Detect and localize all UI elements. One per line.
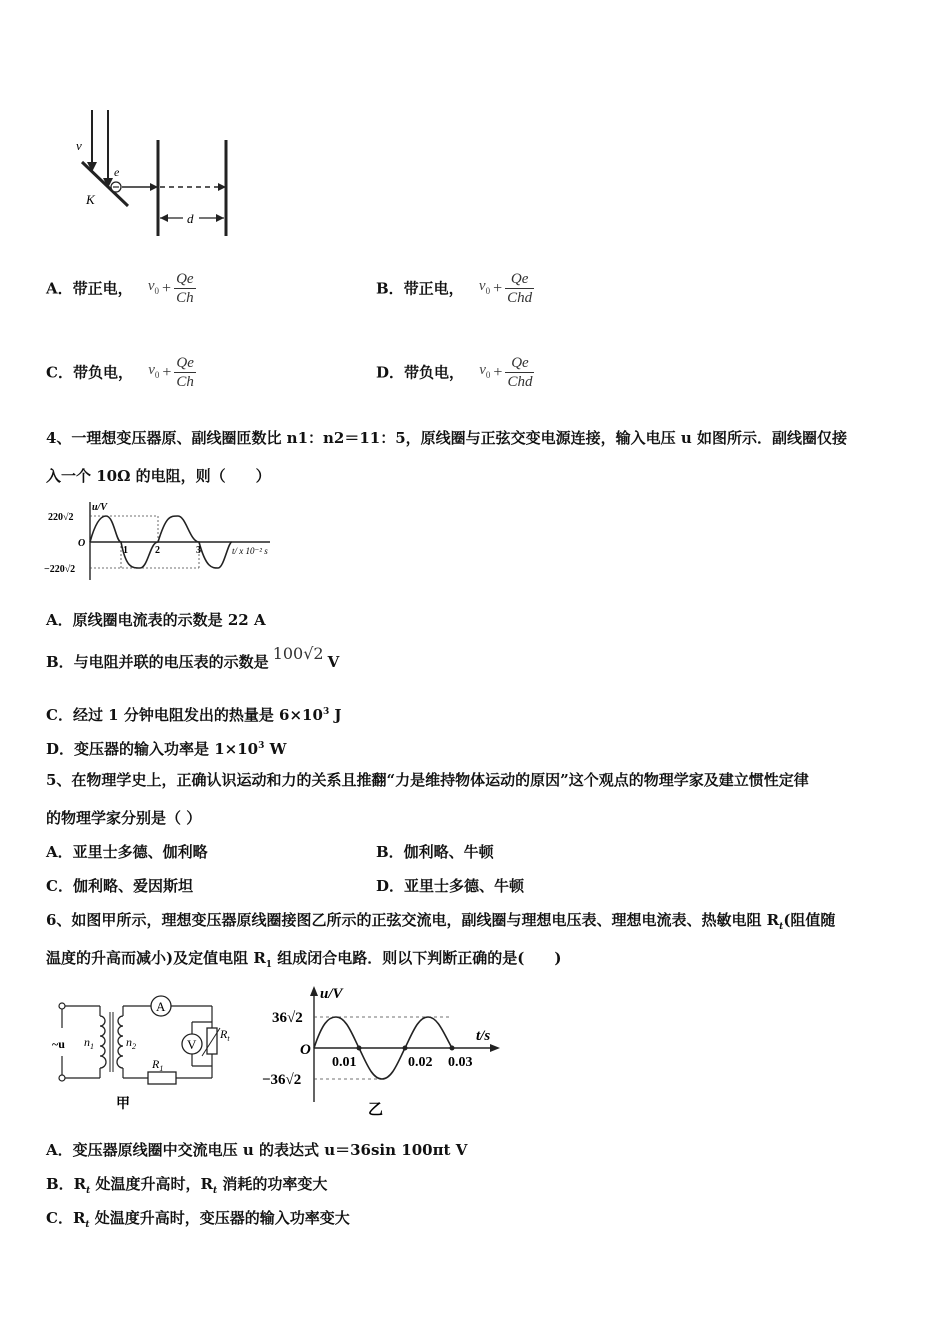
circuit-caption: 甲 xyxy=(116,1097,130,1112)
option-label: D．带负电， xyxy=(376,363,465,382)
option-text: B．与电阻并联的电压表的示数是 xyxy=(46,653,269,671)
q5-option-d[interactable]: D．亚里士多德、牛顿 xyxy=(376,877,525,895)
source-label: ~u xyxy=(52,1037,65,1051)
q6-x-axis-label: t/s xyxy=(476,1028,491,1044)
option-label: C．带负电， xyxy=(46,363,133,382)
q6-stem-line2: 温度的升高而减小)及定值电阻 $R_1$ 组成闭合电路．则以下判断正确的是( ) xyxy=(46,949,562,970)
label-v: v xyxy=(76,138,82,153)
q4-tick-1: 1 xyxy=(123,545,128,556)
svg-text:V: V xyxy=(187,1037,197,1052)
q4-option-a[interactable]: A．原线圈电流表的示数是 22 A xyxy=(46,611,266,629)
option-label: B．带正电， xyxy=(376,279,464,298)
q3-figure xyxy=(40,100,260,250)
q6-origin: O xyxy=(300,1042,311,1058)
formula: $v_0$ + $\frac{Qe}{Ch}$ xyxy=(148,355,194,390)
q3-option-c[interactable] xyxy=(46,354,196,391)
primary-coil xyxy=(100,1016,106,1068)
q6-stem-line1: 6、如图甲所示，理想变压器原线圈接图乙所示的正弦交流电，副线圈与理想电压表、理想电流表、热敏电阻 $R_t$(阻值随 xyxy=(46,911,836,932)
label-d: d xyxy=(187,211,194,226)
resistor-r1 xyxy=(148,1072,176,1084)
q6-tick-3: 0.03 xyxy=(448,1055,473,1070)
q6-option-c[interactable]: C．$R_t$ 处温度升高时，变压器的输入功率变大 xyxy=(46,1209,350,1230)
sqrt-value: 100√2 xyxy=(272,644,324,663)
q6-option-a[interactable]: A．变压器原线圈中交流电压 u 的表达式 u＝36sin 100πt V xyxy=(46,1141,468,1159)
label-e: e xyxy=(114,165,120,179)
n1-label: $n_1$ xyxy=(84,1035,94,1051)
q5-option-a[interactable]: A．亚里士多德、伽利略 xyxy=(46,843,208,861)
rt-label: $R_t$ xyxy=(220,1027,230,1043)
q4-stem-line2: 入一个 10Ω 的电阻，则（ ） xyxy=(46,467,271,485)
q6-circuit xyxy=(50,992,250,1117)
q3-option-d[interactable] xyxy=(376,354,534,391)
q4-graph xyxy=(44,498,284,584)
q6-option-b[interactable]: B．$R_t$ 处温度升高时，$R_t$ 消耗的功率变大 xyxy=(46,1175,328,1196)
q5-option-c[interactable]: C．伽利略、爱因斯坦 xyxy=(46,877,193,895)
q6-tick-2: 0.02 xyxy=(408,1055,433,1070)
q6-y-axis-label: u/V xyxy=(320,986,343,1002)
q4-x-axis-label: t/ x 10⁻² s xyxy=(232,546,268,556)
option-label: A．带正电， xyxy=(46,279,133,298)
q3-option-a[interactable] xyxy=(46,270,196,307)
secondary-coil xyxy=(117,1016,123,1068)
q4-tick-2: 2 xyxy=(155,545,160,556)
q5-stem-line1: 5、在物理学史上，正确认识运动和力的关系且推翻“力是维持物体运动的原因”这个观点的物理学家及建立惯性定律 xyxy=(46,771,809,789)
q3-option-b[interactable] xyxy=(376,270,534,307)
q4-stem-line1: 4、一理想变压器原、副线圈匝数比 n1：n2＝11：5，原线圈与正弦交变电源连接，输入电压 u 如图所示．副线圈仅接 xyxy=(46,429,848,447)
q5-stem-line2: 的物理学家分别是（ ） xyxy=(46,809,202,827)
q6-y-max: 36√2 xyxy=(272,1010,303,1026)
q6-graph xyxy=(262,984,512,1120)
r1-label: $R_1$ xyxy=(152,1057,164,1073)
q4-y-min: −220√2 xyxy=(44,564,76,575)
q4-y-axis-label: u/V xyxy=(92,502,108,513)
q4-option-d[interactable]: D．变压器的输入功率是 $1\times 10^3$ W xyxy=(46,740,287,758)
q4-option-b[interactable] xyxy=(46,644,340,672)
formula: $v_0$ + $\frac{Qe}{\text{Chd}}$ xyxy=(478,271,533,306)
q4-origin: O xyxy=(78,538,86,549)
q6-y-min: −36√2 xyxy=(262,1072,302,1088)
formula: $v_0$ + $\frac{Qe}{\text{Chd}}$ xyxy=(479,355,533,390)
q4-y-max: 220√2 xyxy=(48,512,74,523)
q5-option-b[interactable]: B．伽利略、牛顿 xyxy=(376,843,494,861)
q6-tick-1: 0.01 xyxy=(332,1055,357,1070)
graph-caption: 乙 xyxy=(368,1102,384,1118)
svg-text:A: A xyxy=(156,999,166,1014)
unit: V xyxy=(327,653,340,671)
q4-tick-3: 3 xyxy=(196,545,201,556)
n2-label: $n_2$ xyxy=(126,1035,136,1051)
label-k: K xyxy=(86,192,95,207)
formula: $v_0$ + $\frac{Qe}{Ch}$ xyxy=(147,271,194,306)
q4-option-c[interactable]: C．经过 1 分钟电阻发出的热量是 $6\times 10^3$ J xyxy=(46,706,342,724)
